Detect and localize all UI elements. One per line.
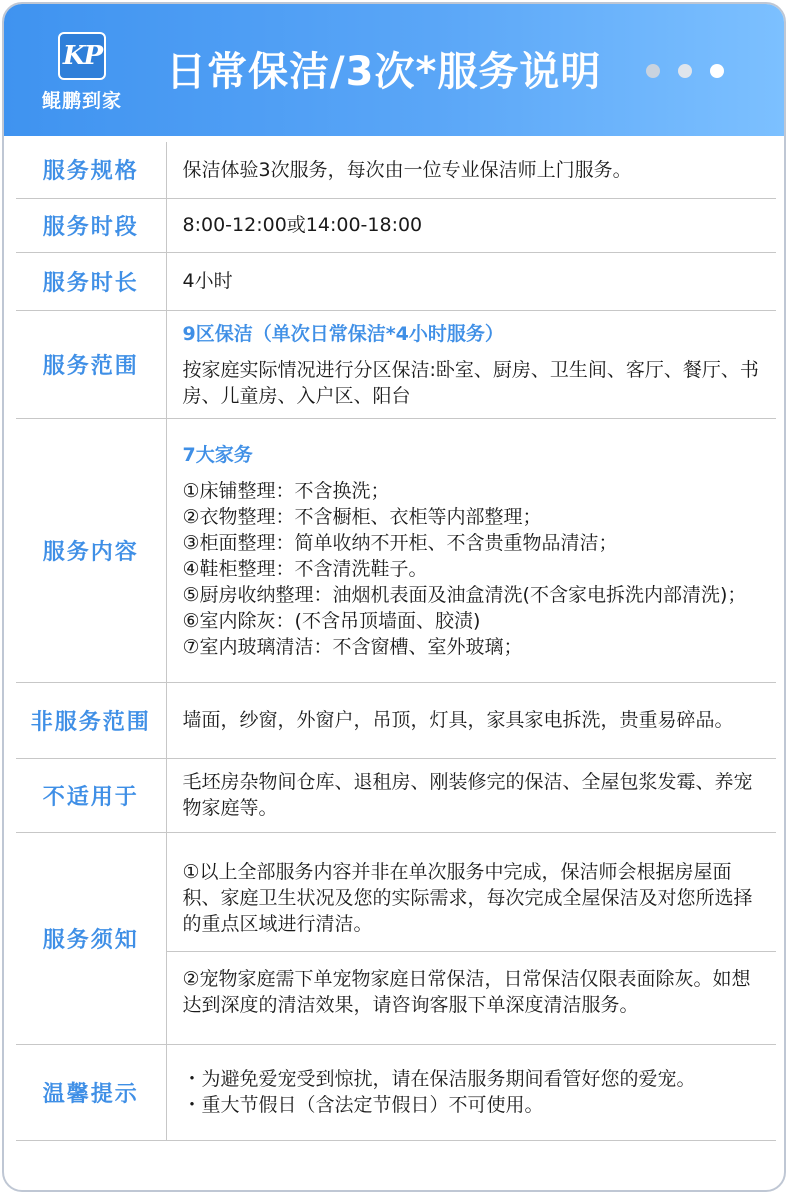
- list-item: ①床铺整理：不含换洗；: [182, 480, 390, 502]
- row-value: 保洁体验3次服务，每次由一位专业保洁师上门服务。: [166, 142, 776, 198]
- notice-item: ①以上全部服务内容并非在单次服务中完成，保洁师会根据房屋面积、家庭卫生状况及您的实际需求，每次完成全屋保洁及对您所选择的重点区域进行清洁。: [182, 860, 753, 935]
- service-card: [2, 2, 786, 1192]
- row-excluded: [16, 682, 776, 758]
- divider: [167, 951, 777, 952]
- dot-icon: [646, 64, 660, 78]
- notice-item: ②宠物家庭需下单宠物家庭日常保洁，日常保洁仅限表面除灰。如想达到深度的清洁效果，请咨询客服下单深度清洁服务。: [182, 967, 751, 1016]
- dot-icon: [678, 64, 692, 78]
- brand-name: 鲲鹏到家: [41, 90, 122, 112]
- row-value: 8:00-12:00或14:00-18:00: [166, 198, 776, 252]
- tip-item: ・重大节假日（含法定节假日）不可使用。: [182, 1094, 544, 1116]
- row-value: 毛坯房杂物间仓库、退租房、刚装修完的保洁、全屋包浆发霉、养宠物家庭等。: [166, 758, 776, 832]
- list-item: ⑦室内玻璃清洁：不含窗槽、室外玻璃；: [182, 636, 523, 658]
- row-not-applicable: [16, 758, 776, 832]
- content-heading: 7大家务: [182, 444, 253, 466]
- row-period: [16, 198, 776, 252]
- row-label: 服务范围: [16, 310, 166, 418]
- row-label: 服务时长: [16, 252, 166, 310]
- row-notice: [16, 832, 776, 1044]
- row-label: 服务内容: [16, 418, 166, 682]
- scope-heading: 9区保洁（单次日常保洁*4小时服务）: [182, 323, 504, 345]
- row-label: 非服务范围: [16, 682, 166, 758]
- row-value: 墙面，纱窗，外窗户，吊顶，灯具，家具家电拆洗，贵重易碎品。: [166, 682, 776, 758]
- list-item: ⑥室内除灰：(不含吊顶墙面、胶渍): [182, 610, 481, 632]
- list-item: ④鞋柜整理：不含清洗鞋子。: [182, 558, 428, 580]
- row-label: 温馨提示: [16, 1044, 166, 1140]
- page-title: 日常保洁/3次*服务说明: [166, 49, 602, 95]
- row-value: 4小时: [166, 252, 776, 310]
- row-content: [16, 418, 776, 682]
- row-scope: [16, 310, 776, 418]
- row-spec: [16, 142, 776, 198]
- list-item: ②衣物整理：不含橱柜、衣柜等内部整理；: [182, 506, 542, 528]
- kp-logo-icon: KP: [58, 32, 106, 80]
- row-duration: [16, 252, 776, 310]
- row-label: 服务时段: [16, 198, 166, 252]
- tip-item: ・为避免爱宠受到惊扰，请在保洁服务期间看管好您的爱宠。: [182, 1068, 696, 1090]
- service-table: [16, 142, 776, 1141]
- brand-logo: [28, 30, 136, 116]
- list-item: ③柜面整理：简单收纳不开柜、不含贵重物品清洁；: [182, 532, 618, 554]
- row-label: 不适用于: [16, 758, 166, 832]
- header-banner: [4, 4, 784, 136]
- row-tips: [16, 1044, 776, 1140]
- dot-icon: [710, 64, 724, 78]
- row-label: 服务规格: [16, 142, 166, 198]
- scope-text: 按家庭实际情况进行分区保洁:卧室、厨房、卫生间、客厅、餐厅、书房、儿童房、入户区、阳台: [182, 359, 759, 407]
- list-item: ⑤厨房收纳整理：油烟机表面及油盒清洗(不含家电拆洗内部清洗)；: [182, 584, 747, 606]
- row-label: 服务须知: [16, 832, 166, 1044]
